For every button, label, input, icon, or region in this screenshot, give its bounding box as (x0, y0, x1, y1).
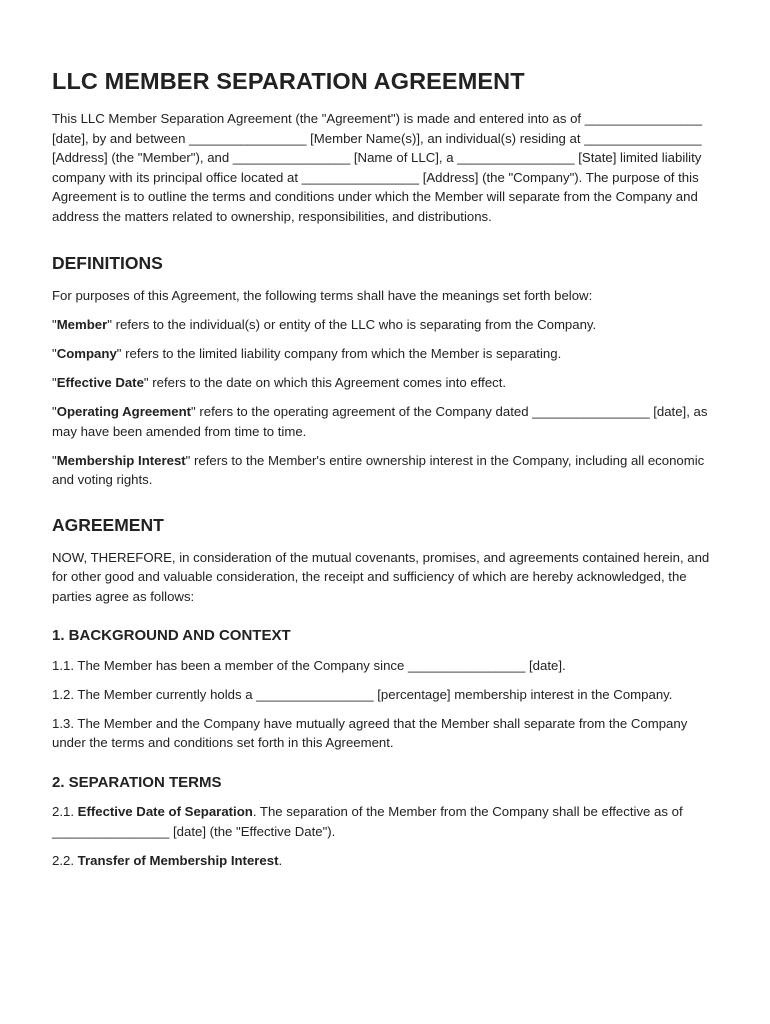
section-1-heading: 1. BACKGROUND AND CONTEXT (52, 627, 291, 644)
definition-term: Member (56, 317, 108, 332)
clause-2-1 (52, 802, 724, 841)
clause-number: 2.2. (52, 852, 78, 868)
definition-member: "Member" refers to the individual(s) or entity of the LLC who is separating from the Company. (52, 317, 597, 332)
agreement-heading: AGREEMENT (52, 514, 164, 535)
clause-title: Effective Date of Separation (77, 804, 253, 819)
clause-text: . The separation of the Member from the Company shall be effective as of ________________ [date] (the "Effective Date"). (52, 804, 683, 839)
definitions-intro: For purposes of this Agreement, the following terms shall have the meanings set forth below: (52, 288, 593, 303)
definition-text: refers to the individual(s) or entity of the LLC who is separating from the Company. (111, 317, 597, 332)
definition-text: refers to the operating agreement of the Company dated ________________ [date], as may have been amended from time to time. (52, 404, 708, 439)
definition-term: Membership Interest (56, 452, 186, 468)
definition-effective-date: "Effective Date" refers to the date on which this Agreement comes into effect. (52, 375, 507, 390)
clause-1-1: 1.1. The Member has been a member of the Company since ________________ [date]. (52, 657, 566, 673)
definition-operating-agreement: "Operating Agreement" refers to the operating agreement of the Company dated ________________ [date], as may have been amended from time to time. (52, 404, 708, 439)
intro-paragraph: This LLC Member Separation Agreement (the "Agreement") is made and entered into as of ________________ [date], by and between ________________ [Member Name(s)], an individual(s) residing at ________________ [Address] (the "Member"), and ________________ [Name of LLC], a ________________ [State] limited liability company with its principal office located at ________________ [Address] (the "Company"). The purpose of this Agreement is to outline the terms and conditions under which the Member will separate from the Company and address the matters related to ownership, responsibilities, and distributions. (52, 111, 703, 224)
definition-text: refers to the Member's entire ownership interest in the Company, including all economic and voting rights. (52, 452, 705, 487)
clause-text: . (278, 852, 283, 868)
document-title: LLC MEMBER SEPARATION AGREEMENT (52, 68, 525, 94)
clause-1-3: 1.3. The Member and the Company have mutually agreed that the Member shall separate from the Company under the terms and conditions set forth in this Agreement. (52, 715, 688, 750)
definition-text: refers to the limited liability company from which the Member is separating. (121, 346, 562, 361)
definition-term: Company (56, 346, 117, 361)
definition-text: refers to the date on which this Agreement comes into effect. (148, 375, 507, 390)
clause-2-2 (52, 851, 724, 871)
definition-membership-interest: "Membership Interest" refers to the Member's entire ownership interest in the Company, including all economic and voting rights. (52, 452, 705, 487)
definition-term: Effective Date (56, 375, 144, 390)
agreement-intro: NOW, THEREFORE, in consideration of the mutual covenants, promises, and agreements contained herein, and for other good and valuable consideration, the receipt and sufficiency of which are hereby acknowledged, the parties agree as follows: (52, 549, 710, 604)
section-2-heading: 2. SEPARATION TERMS (52, 773, 222, 791)
definitions-heading: DEFINITIONS (52, 253, 163, 273)
definition-company: "Company" refers to the limited liability company from which the Member is separating. (52, 346, 562, 361)
clause-number: 2.1. (52, 804, 78, 819)
document-page (52, 66, 724, 870)
clause-title: Transfer of Membership Interest (77, 852, 279, 868)
definition-term: Operating Agreement (56, 404, 192, 419)
clause-1-2: 1.2. The Member currently holds a ________________ [percentage] membership interest in the Company. (52, 686, 673, 702)
